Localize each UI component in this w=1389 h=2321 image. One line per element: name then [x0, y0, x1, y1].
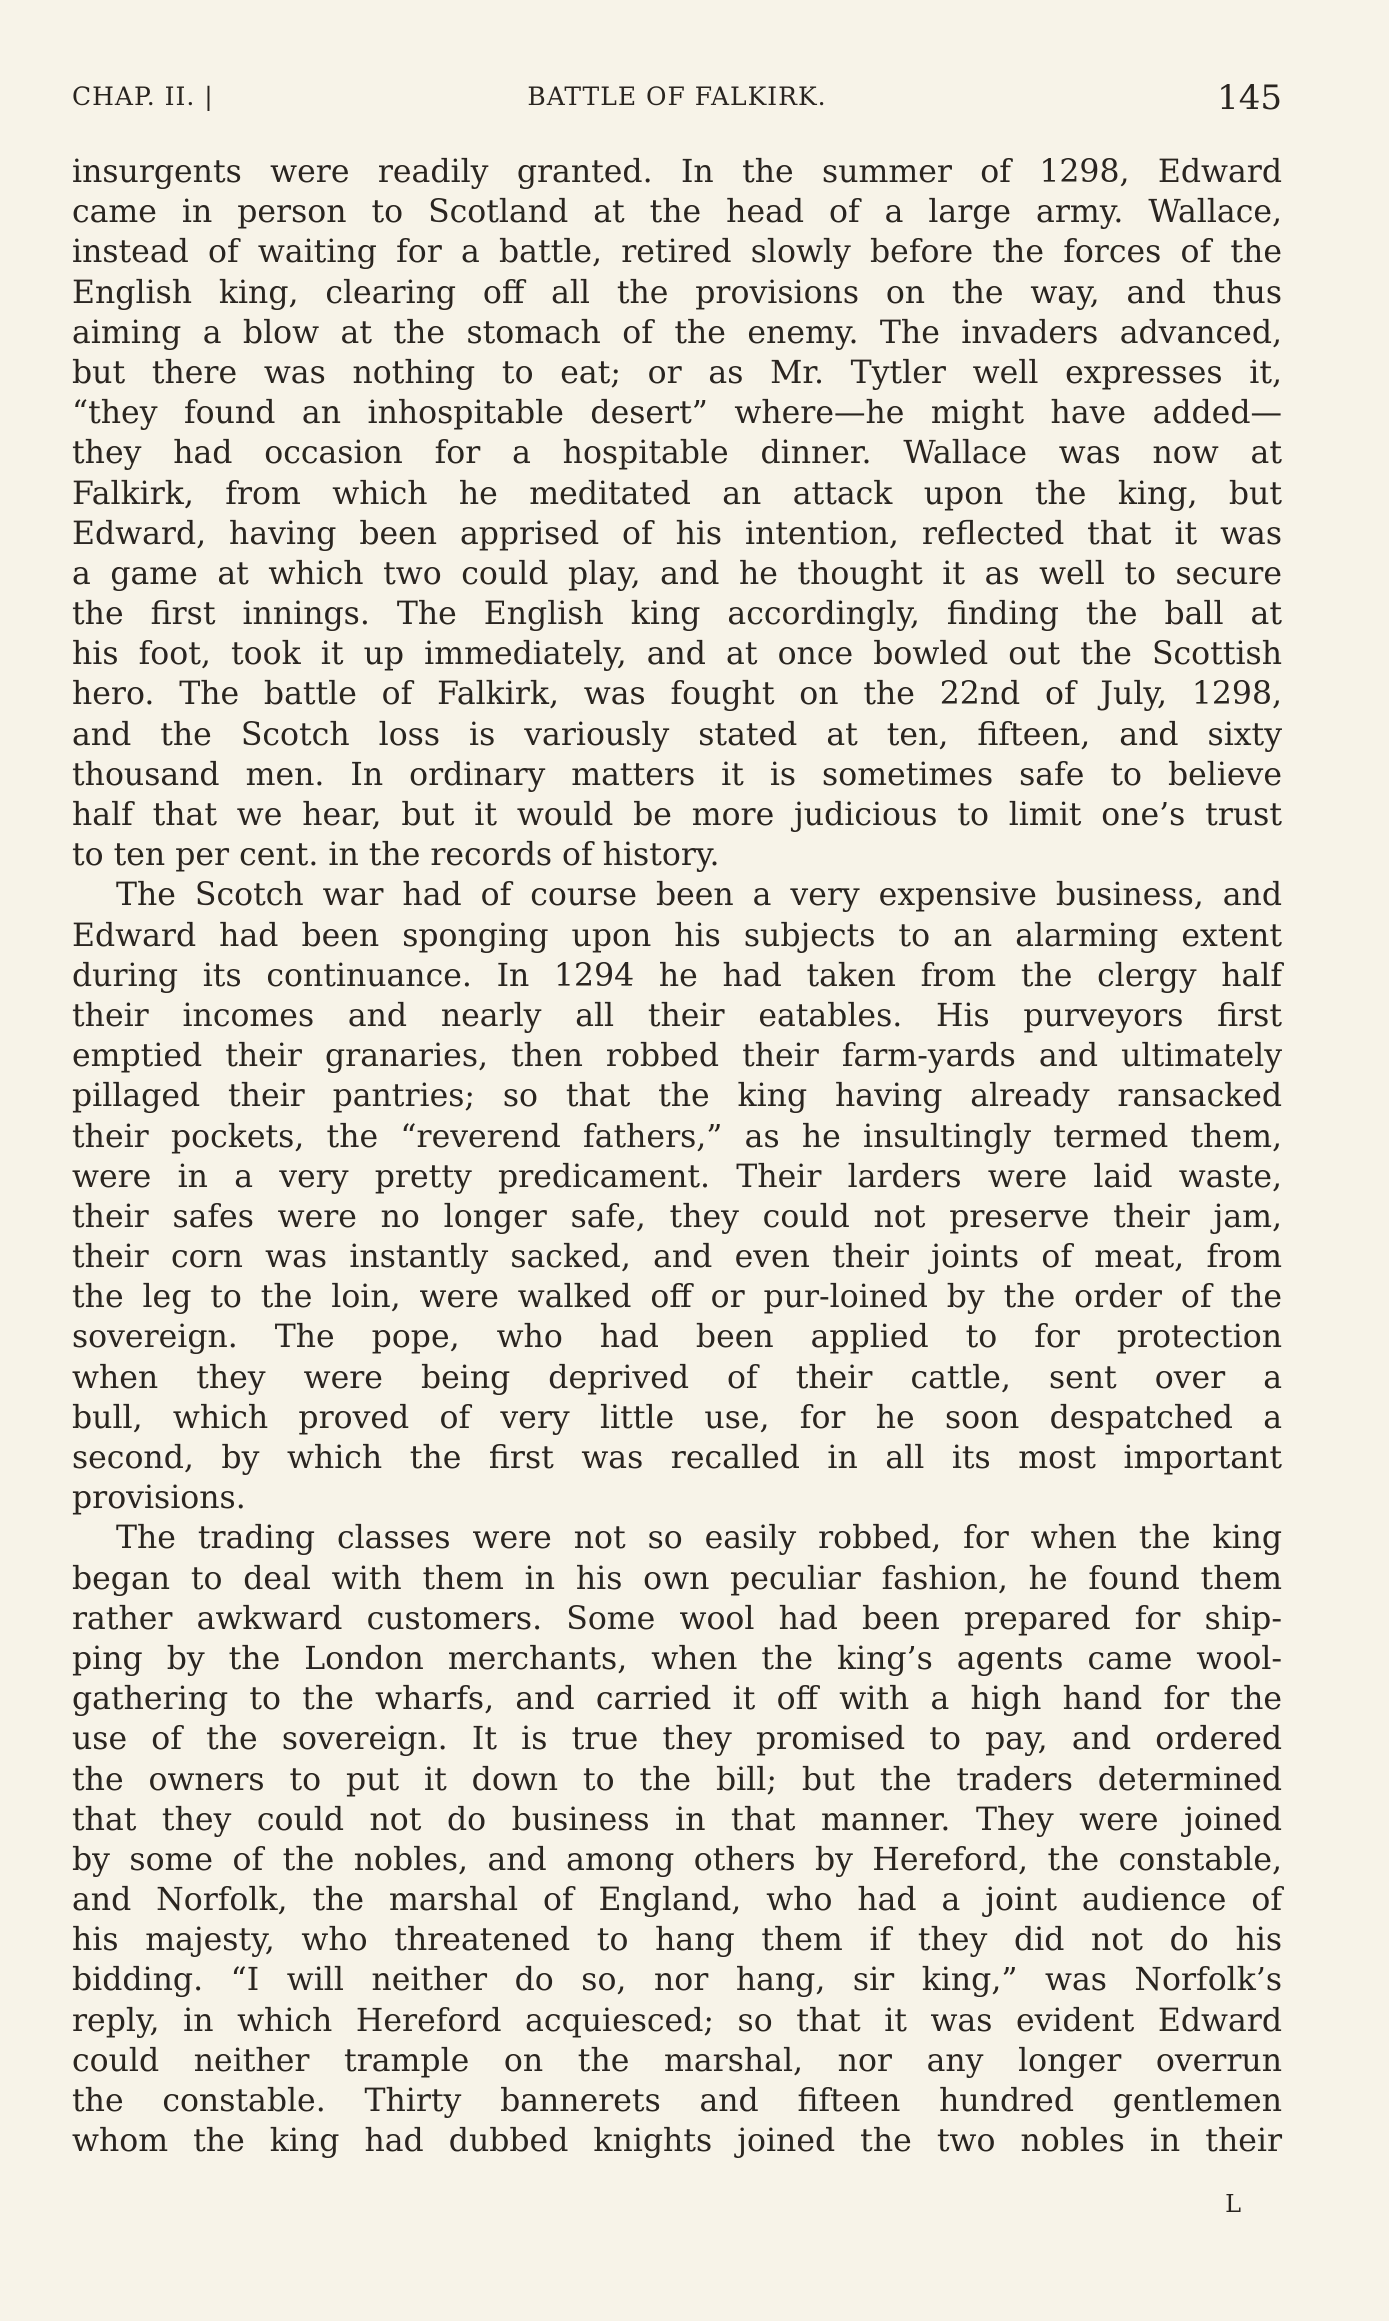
text-line: The Scotch war had of course been a very expensive business, and: [116, 877, 1282, 914]
text-line: their corn was instantly sacked, and even their joints of meat, from: [72, 1239, 1282, 1276]
text-line: the first innings. The English king accordingly, finding the ball at: [72, 596, 1282, 633]
text-line: second, by which the first was recalled in all its most important: [72, 1440, 1282, 1476]
text-line: The trading classes were not so easily robbed, for when the king: [116, 1520, 1282, 1557]
text-line: their safes were no longer safe, they could not preserve their jam,: [72, 1198, 1282, 1235]
text-line: began to deal with them in his own peculiar fashion, he found them: [72, 1560, 1282, 1597]
text-line: the constable. Thirty bannerets and fifteen hundred gentlemen: [72, 2083, 1282, 2119]
text-line: came in person to Scotland at the head of a large army. Wallace,: [72, 194, 1282, 231]
text-line: insurgents were readily granted. In the summer of 1298, Edward: [72, 154, 1282, 190]
text-line: gathering to the wharfs, and carried it off with a high hand for the: [72, 1681, 1282, 1718]
text-line: their pockets, the “reverend fathers,” as he insultingly termed them,: [72, 1118, 1282, 1155]
text-line: emptied their granaries, then robbed their farm-yards and ultimately: [72, 1038, 1282, 1075]
paragraph: [72, 875, 1282, 1518]
text-line: sovereign. The pope, who had been applied to for protection: [72, 1319, 1282, 1356]
text-line: hero. The battle of Falkirk, was fought on the 22nd of July, 1298,: [72, 676, 1282, 713]
text-line: that they could not do business in that manner. They were joined: [72, 1801, 1282, 1838]
text-line: the owners to put it down to the bill; but the traders determined: [72, 1761, 1282, 1798]
signature-mark: L: [1225, 2190, 1241, 2218]
text-line: bull, which proved of very little use, for he soon despatched a: [72, 1399, 1282, 1436]
text-line: reply, in which Hereford acquiesced; so that it was evident Edward: [72, 2002, 1282, 2039]
text-line: could neither trample on the marshal, nor any longer overrun: [72, 2042, 1282, 2079]
text-line: by some of the nobles, and among others by Hereford, the constable,: [72, 1841, 1282, 1878]
text-line: rather awkward customers. Some wool had been prepared for ship-: [72, 1600, 1282, 1637]
text-line: but there was nothing to eat; or as Mr. Tytler well expresses it,: [72, 354, 1282, 391]
text-line: Falkirk, from which he meditated an attack upon the king, but: [72, 475, 1282, 512]
text-line: use of the sovereign. It is true they promised to pay, and ordered: [72, 1721, 1282, 1758]
running-head: [72, 78, 1282, 122]
text-line: their incomes and nearly all their eatables. His purveyors first: [72, 997, 1282, 1034]
text-line: when they were being deprived of their cattle, sent over a: [72, 1359, 1282, 1396]
text-line: thousand men. In ordinary matters it is sometimes safe to believe: [72, 756, 1282, 793]
text-line: Edward had been sponging upon his subjects to an alarming extent: [72, 917, 1282, 954]
text-line: the leg to the loin, were walked off or pur-loined by the order of the: [72, 1279, 1282, 1316]
running-title: BATTLE OF FALKIRK.: [527, 82, 827, 111]
text-line: to ten per cent. in the records of history.: [72, 837, 720, 874]
text-line: and Norfolk, the marshal of England, who had a joint audience of: [72, 1882, 1282, 1919]
text-line: instead of waiting for a battle, retired slowly before the forces of the: [72, 234, 1282, 271]
body-text: [72, 152, 1282, 2161]
text-line: were in a very pretty predicament. Their larders were laid waste,: [72, 1158, 1282, 1195]
text-line: a game at which two could play, and he thought it as well to secure: [72, 555, 1282, 592]
chapter-label: CHAP. II. |: [72, 82, 214, 111]
text-line: whom the king had dubbed knights joined the two nobles in their: [72, 2123, 1282, 2160]
text-line: bidding. “I will neither do so, nor hang, sir king,” was Norfolk’s: [72, 1962, 1282, 1999]
text-line: half that we hear, but it would be more judicious to limit one’s trust: [72, 797, 1282, 833]
paragraph: [72, 152, 1282, 875]
text-line: “they found an inhospitable desert” where—he might have added—: [72, 395, 1282, 432]
text-line: aiming a blow at the stomach of the enemy. The invaders advanced,: [72, 314, 1282, 351]
text-line: Edward, having been apprised of his intention, reflected that it was: [72, 515, 1282, 552]
text-line: provisions.: [72, 1480, 246, 1517]
text-line: they had occasion for a hospitable dinner. Wallace was now at: [72, 435, 1282, 472]
page-number: 145: [1217, 78, 1282, 118]
text-line: pillaged their pantries; so that the king having already ransacked: [72, 1078, 1282, 1115]
text-line: his foot, took it up immediately, and at once bowled out the Scottish: [72, 636, 1282, 673]
text-line: his majesty, who threatened to hang them if they did not do his: [72, 1922, 1282, 1959]
paragraph: [72, 1518, 1282, 2161]
text-line: ping by the London merchants, when the king’s agents came wool-: [72, 1640, 1282, 1677]
text-line: and the Scotch loss is variously stated at ten, fifteen, and sixty: [72, 716, 1282, 753]
text-line: English king, clearing off all the provisions on the way, and thus: [72, 274, 1282, 311]
text-line: during its continuance. In 1294 he had taken from the clergy half: [72, 957, 1282, 994]
